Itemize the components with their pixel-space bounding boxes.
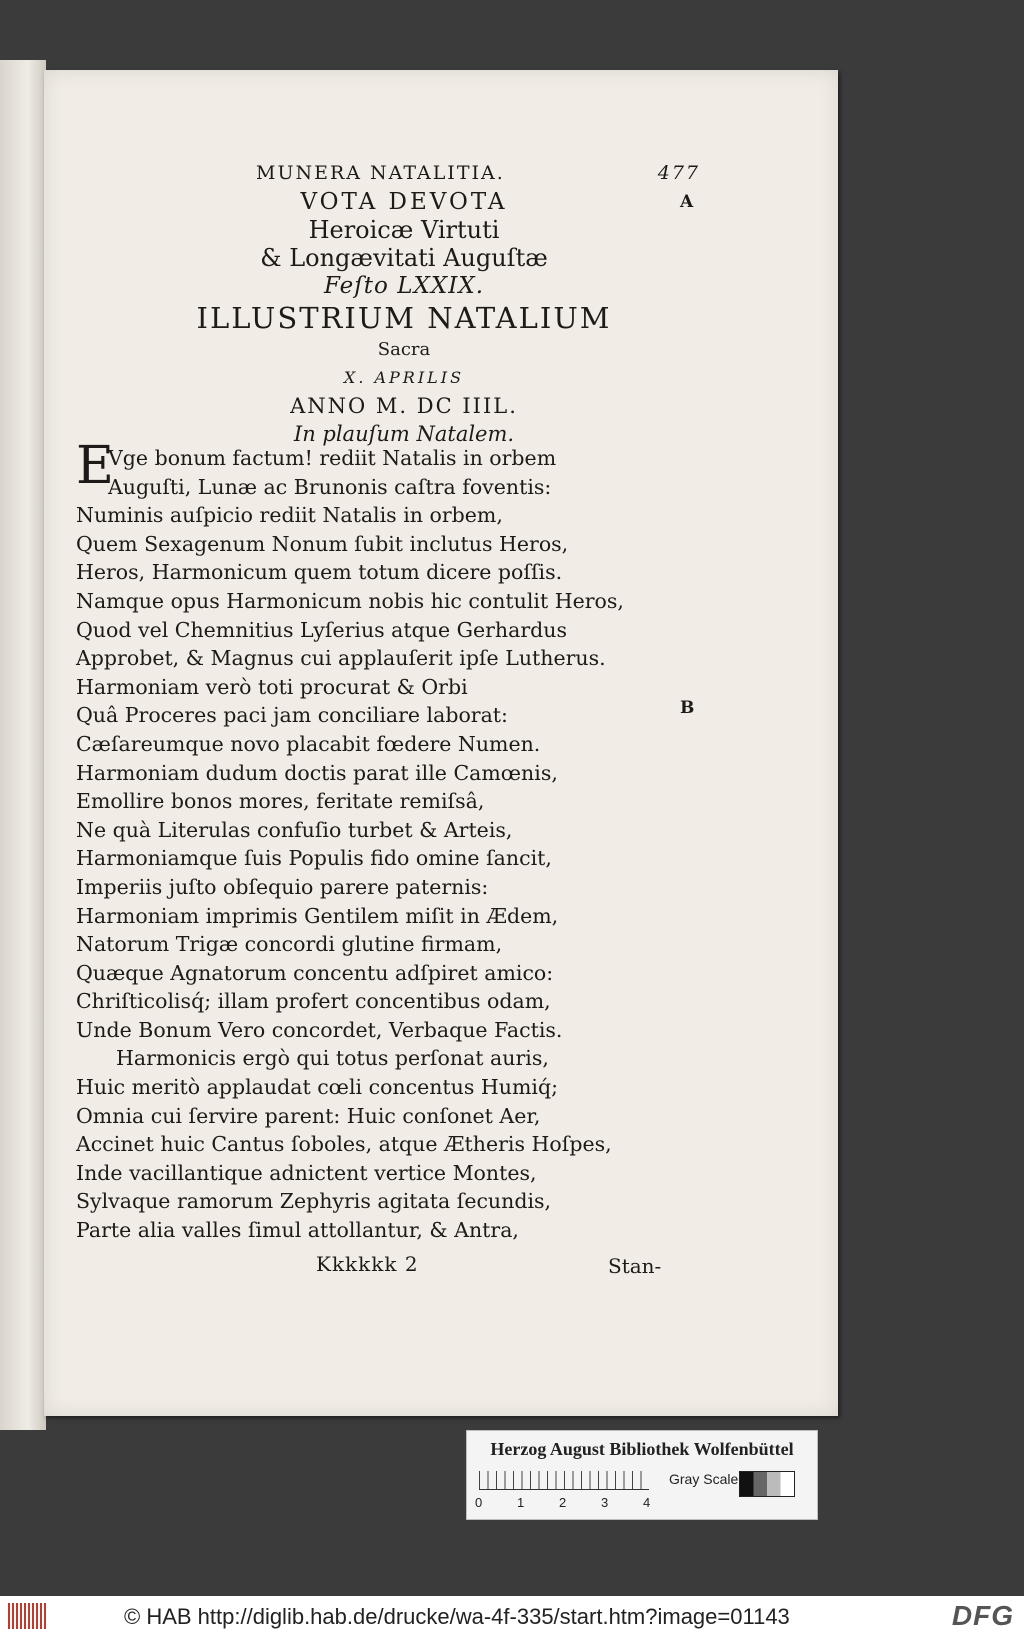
heading-line-7: X. APRILIS xyxy=(343,368,465,387)
hab-logo-icon xyxy=(8,1603,48,1629)
verse-line: Parte alia valles ſimul attollantur, & Antra, xyxy=(76,1218,519,1243)
verse-line: Emollire bonos mores, feritate remiſsâ, xyxy=(76,789,485,814)
dfg-logo: DFG xyxy=(951,1600,1014,1631)
ruler-icon xyxy=(479,1471,649,1490)
gray-scale-swatch-icon xyxy=(739,1471,795,1497)
heading-line-5: ILLUSTRIUM NATALIUM xyxy=(196,301,612,335)
verse-line: Inde vacillantique adnictent vertice Montes, xyxy=(76,1160,537,1185)
verse-line: Omnia cui ſervire parent: Huic conſonet Aer, xyxy=(76,1103,541,1128)
viewer-footer-bar xyxy=(0,1596,1024,1636)
verse-line: Namque opus Harmonicum nobis hic contulit Heros, xyxy=(76,588,624,613)
verse-line: Harmoniam imprimis Gentilem miſit in Ædem, xyxy=(76,903,559,928)
verse-body xyxy=(76,444,676,1245)
book-spine-edge xyxy=(0,60,46,1430)
drop-cap: E xyxy=(76,436,114,496)
ruler-tick-label: 1 xyxy=(517,1495,525,1510)
verse-line: Auguſti, Lunæ ac Brunonis caſtra foventis: xyxy=(108,474,552,499)
verse-line: Harmoniam dudum doctis parat ille Camœnis, xyxy=(76,760,558,785)
heading-line-9: In plauſum Natalem. xyxy=(293,422,515,446)
signature-mark: Kkkkkk 2 xyxy=(316,1252,419,1276)
verse-line: Approbet, & Magnus cui applauſerit ipſe Lutherus. xyxy=(76,646,606,671)
ruler-tick-label: 3 xyxy=(601,1495,609,1510)
book-page xyxy=(44,70,838,1416)
margin-letter-b: B xyxy=(680,698,695,718)
ruler-tick-label: 4 xyxy=(643,1495,651,1510)
verse-line: Natorum Trigæ concordi glutine firmam, xyxy=(76,932,503,957)
ruler-tick-label: 0 xyxy=(475,1495,483,1510)
heading-line-2: Heroicæ Virtuti xyxy=(308,216,500,244)
verse-line: Quæque Agnatorum concentu adſpiret amico: xyxy=(76,960,554,985)
heading-line-3: & Longævitati Auguſtæ xyxy=(260,244,548,272)
margin-letter-a: A xyxy=(680,192,694,212)
heading-line-4: Feſto LXXIX. xyxy=(323,273,485,299)
poem-heading xyxy=(124,188,684,448)
catchword: Stan- xyxy=(608,1254,662,1278)
verse-line: Vge bonum factum! rediit Natalis in orbem xyxy=(108,446,557,470)
gray-scale-label: Gray Scale xyxy=(669,1471,739,1487)
running-title: MUNERA NATALITIA. xyxy=(256,162,505,184)
verse-line: Ne quà Literulas confuſio turbet & Arteis, xyxy=(76,817,513,842)
ruler-tick-label: 2 xyxy=(559,1495,567,1510)
running-head xyxy=(256,162,700,190)
verse-line: Unde Bonum Vero concordet, Verbaque Factis. xyxy=(76,1017,563,1042)
verse-line: Quod vel Chemnitius Lyſerius atque Gerhardus xyxy=(76,617,567,642)
heading-line-1: VOTA DEVOTA xyxy=(300,189,508,215)
page-number: 477 xyxy=(657,162,700,184)
verse-line: Numinis auſpicio rediit Natalis in orbem, xyxy=(76,503,503,528)
verse-line: Accinet huic Cantus ſoboles, atque Ætheris Hoſpes, xyxy=(76,1132,612,1157)
verse-line: Harmonicis ergò qui totus perſonat auris, xyxy=(116,1046,549,1071)
verse-line: Quem Sexagenum Nonum ſubit inclutus Heros, xyxy=(76,531,569,556)
verse-line: Huic meritò applaudat cœli concentus Humiq́; xyxy=(76,1075,559,1100)
library-name: Herzog August Bibliothek Wolfenbüttel xyxy=(490,1439,794,1459)
verse-line: Cæſareumque novo placabit fœdere Numen. xyxy=(76,731,541,756)
verse-line: Imperiis juſto obſequio parere paternis: xyxy=(76,874,489,899)
verse-line: Sylvaque ramorum Zephyris agitata ſecundis, xyxy=(76,1189,552,1214)
verse-line: Quâ Proceres paci jam conciliare laborat: xyxy=(76,703,508,728)
verse-line: Harmoniam verò toti procurat & Orbi xyxy=(76,674,468,699)
verse-line: Harmoniamque ſuis Populis fido omine ſancit, xyxy=(76,846,552,871)
verse-line: Heros, Harmonicum quem totum dicere poſſis. xyxy=(76,560,563,585)
verse-line: Chriſticolisq́; illam profert concentibus odam, xyxy=(76,989,551,1014)
heading-line-8: ANNO M. DC IIIL. xyxy=(290,394,518,418)
heading-line-6: Sacra xyxy=(377,339,431,360)
color-calibration-card xyxy=(466,1430,818,1520)
source-credit: © HAB http://diglib.hab.de/drucke/wa-4f-335/start.htm?image=01143 xyxy=(124,1604,790,1629)
